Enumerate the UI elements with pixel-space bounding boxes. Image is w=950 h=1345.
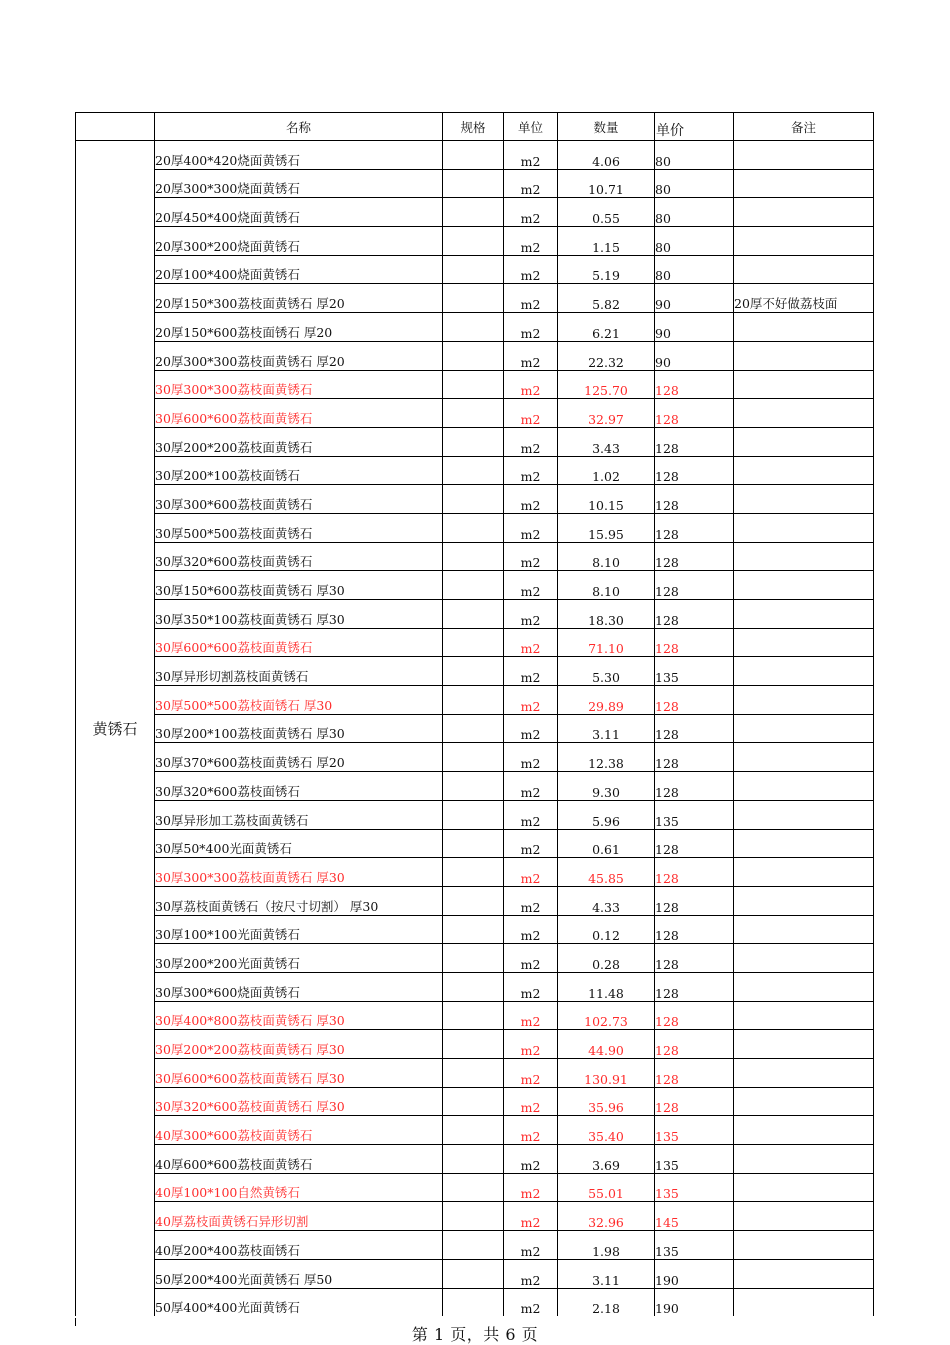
row-qty-cell: 10.15: [558, 485, 655, 514]
row-price-cell: 128: [655, 1001, 734, 1030]
row-qty-cell: 11.48: [558, 972, 655, 1001]
row-remark-cell: [734, 714, 874, 743]
row-name-cell: 30厚200*100荔枝面黄锈石 厚30: [155, 714, 443, 743]
row-remark-cell: [734, 1231, 874, 1260]
row-spec-cell: [443, 255, 504, 284]
table-row: [76, 571, 874, 600]
table-row: [76, 427, 874, 456]
table-row: [76, 255, 874, 284]
row-spec-cell: [443, 370, 504, 399]
row-spec-cell: [443, 858, 504, 887]
row-name-cell: 30厚300*300荔枝面黄锈石 厚30: [155, 858, 443, 887]
row-spec-cell: [443, 600, 504, 629]
table-body: [76, 113, 874, 1317]
row-name-cell: 20厚300*200烧面黄锈石: [155, 227, 443, 256]
row-qty-cell: 55.01: [558, 1173, 655, 1202]
row-price-cell: 80: [655, 198, 734, 227]
table-row: [76, 972, 874, 1001]
row-unit-cell: m2: [504, 485, 558, 514]
row-price-cell: 80: [655, 169, 734, 198]
row-remark-cell: [734, 513, 874, 542]
row-remark-cell: [734, 1059, 874, 1088]
row-price-cell: 90: [655, 341, 734, 370]
row-remark-cell: [734, 1145, 874, 1174]
table-row: [76, 772, 874, 801]
row-price-cell: 128: [655, 714, 734, 743]
row-qty-cell: 8.10: [558, 571, 655, 600]
row-unit-cell: m2: [504, 944, 558, 973]
row-remark-cell: [734, 399, 874, 428]
row-unit-cell: m2: [504, 1231, 558, 1260]
row-unit-cell: m2: [504, 743, 558, 772]
row-unit-cell: m2: [504, 227, 558, 256]
row-name-cell: 30厚500*500荔枝面锈石 厚30: [155, 686, 443, 715]
row-unit-cell: m2: [504, 427, 558, 456]
row-price-cell: 128: [655, 628, 734, 657]
row-spec-cell: [443, 1059, 504, 1088]
row-qty-cell: 9.30: [558, 772, 655, 801]
row-qty-cell: 6.21: [558, 313, 655, 342]
table-row: [76, 628, 874, 657]
row-unit-cell: m2: [504, 513, 558, 542]
row-qty-cell: 4.33: [558, 886, 655, 915]
row-spec-cell: [443, 1231, 504, 1260]
header-blank: [76, 113, 155, 141]
row-qty-cell: 35.96: [558, 1087, 655, 1116]
header-row: [76, 113, 874, 141]
row-qty-cell: 0.28: [558, 944, 655, 973]
row-price-cell: 128: [655, 886, 734, 915]
row-price-cell: 145: [655, 1202, 734, 1231]
table-row: [76, 1173, 874, 1202]
row-spec-cell: [443, 714, 504, 743]
row-qty-cell: 0.61: [558, 829, 655, 858]
row-price-cell: 128: [655, 600, 734, 629]
row-price-cell: 128: [655, 686, 734, 715]
row-spec-cell: [443, 944, 504, 973]
row-unit-cell: m2: [504, 1288, 558, 1316]
page-footer: 第 1 页，共 6 页: [411, 1325, 539, 1344]
row-remark-cell: [734, 571, 874, 600]
row-price-cell: 128: [655, 1059, 734, 1088]
header-name: 名称: [155, 113, 443, 141]
row-qty-cell: 29.89: [558, 686, 655, 715]
header-spec: 规格: [443, 113, 504, 141]
table-row: [76, 886, 874, 915]
row-name-cell: 30厚200*200光面黄锈石: [155, 944, 443, 973]
row-price-cell: 128: [655, 772, 734, 801]
row-remark-cell: [734, 915, 874, 944]
row-name-cell: 20厚300*300荔枝面黄锈石 厚20: [155, 341, 443, 370]
table-row: [76, 227, 874, 256]
row-price-cell: 80: [655, 255, 734, 284]
row-price-cell: 128: [655, 944, 734, 973]
row-qty-cell: 5.19: [558, 255, 655, 284]
row-name-cell: 30厚异形加工荔枝面黄锈石: [155, 800, 443, 829]
row-price-cell: 135: [655, 800, 734, 829]
row-qty-cell: 102.73: [558, 1001, 655, 1030]
table-row: [76, 1059, 874, 1088]
row-price-cell: 128: [655, 858, 734, 887]
row-spec-cell: [443, 1116, 504, 1145]
row-remark-cell: [734, 628, 874, 657]
row-remark-cell: [734, 886, 874, 915]
row-remark-cell: [734, 829, 874, 858]
row-name-cell: 30厚荔枝面黄锈石（按尺寸切割） 厚30: [155, 886, 443, 915]
row-remark-cell: [734, 485, 874, 514]
row-price-cell: 128: [655, 571, 734, 600]
row-qty-cell: 130.91: [558, 1059, 655, 1088]
row-price-cell: 128: [655, 542, 734, 571]
row-spec-cell: [443, 628, 504, 657]
table-row: [76, 600, 874, 629]
row-unit-cell: m2: [504, 714, 558, 743]
row-name-cell: 30厚350*100荔枝面黄锈石 厚30: [155, 600, 443, 629]
row-qty-cell: 8.10: [558, 542, 655, 571]
row-name-cell: 30厚500*500荔枝面黄锈石: [155, 513, 443, 542]
row-qty-cell: 1.15: [558, 227, 655, 256]
row-price-cell: 128: [655, 427, 734, 456]
row-remark-cell: [734, 1173, 874, 1202]
row-name-cell: 20厚450*400烧面黄锈石: [155, 198, 443, 227]
row-qty-cell: 4.06: [558, 141, 655, 170]
row-price-cell: 135: [655, 1116, 734, 1145]
row-remark-cell: [734, 1116, 874, 1145]
table-row: [76, 141, 874, 170]
row-remark-cell: [734, 198, 874, 227]
header-unit: 单位: [504, 113, 558, 141]
row-price-cell: 128: [655, 972, 734, 1001]
row-name-cell: 30厚100*100光面黄锈石: [155, 915, 443, 944]
header-price: 单价: [655, 113, 734, 141]
row-unit-cell: m2: [504, 1202, 558, 1231]
row-remark-cell: [734, 341, 874, 370]
row-unit-cell: m2: [504, 169, 558, 198]
row-remark-cell: [734, 600, 874, 629]
table-row: [76, 1001, 874, 1030]
row-unit-cell: m2: [504, 886, 558, 915]
row-remark-cell: [734, 1030, 874, 1059]
category-cell: 黄锈石: [76, 141, 155, 1317]
table-row: [76, 829, 874, 858]
row-spec-cell: [443, 427, 504, 456]
row-price-cell: 128: [655, 456, 734, 485]
row-remark-cell: [734, 1288, 874, 1316]
table-row: [76, 169, 874, 198]
row-unit-cell: m2: [504, 571, 558, 600]
row-spec-cell: [443, 915, 504, 944]
row-qty-cell: 0.12: [558, 915, 655, 944]
row-name-cell: 30厚320*600荔枝面锈石: [155, 772, 443, 801]
row-remark-cell: [734, 169, 874, 198]
row-price-cell: 80: [655, 227, 734, 256]
row-unit-cell: m2: [504, 972, 558, 1001]
row-spec-cell: [443, 1030, 504, 1059]
row-name-cell: 30厚200*200荔枝面黄锈石 厚30: [155, 1030, 443, 1059]
row-remark-cell: [734, 858, 874, 887]
row-unit-cell: m2: [504, 657, 558, 686]
table-row: [76, 1030, 874, 1059]
row-unit-cell: m2: [504, 1173, 558, 1202]
table-row: [76, 341, 874, 370]
table-row: [76, 686, 874, 715]
row-qty-cell: 3.69: [558, 1145, 655, 1174]
row-unit-cell: m2: [504, 1259, 558, 1288]
table-row: [76, 657, 874, 686]
row-spec-cell: [443, 1145, 504, 1174]
row-unit-cell: m2: [504, 686, 558, 715]
row-unit-cell: m2: [504, 255, 558, 284]
table-row: [76, 1087, 874, 1116]
row-spec-cell: [443, 313, 504, 342]
table-row: [76, 284, 874, 313]
row-qty-cell: 44.90: [558, 1030, 655, 1059]
row-spec-cell: [443, 456, 504, 485]
row-price-cell: 128: [655, 485, 734, 514]
row-name-cell: 40厚200*400荔枝面锈石: [155, 1231, 443, 1260]
row-remark-cell: [734, 944, 874, 973]
row-price-cell: 90: [655, 313, 734, 342]
row-name-cell: 30厚150*600荔枝面黄锈石 厚30: [155, 571, 443, 600]
row-remark-cell: 20厚不好做荔枝面: [734, 284, 874, 313]
row-remark-cell: [734, 141, 874, 170]
row-name-cell: 40厚300*600荔枝面黄锈石: [155, 1116, 443, 1145]
row-qty-cell: 71.10: [558, 628, 655, 657]
row-name-cell: 30厚50*400光面黄锈石: [155, 829, 443, 858]
row-spec-cell: [443, 800, 504, 829]
table-row: [76, 1259, 874, 1288]
row-spec-cell: [443, 227, 504, 256]
row-unit-cell: m2: [504, 1030, 558, 1059]
row-remark-cell: [734, 370, 874, 399]
row-unit-cell: m2: [504, 800, 558, 829]
header-remark: 备注: [734, 113, 874, 141]
row-price-cell: 128: [655, 915, 734, 944]
row-price-cell: 135: [655, 657, 734, 686]
row-price-cell: 135: [655, 1173, 734, 1202]
row-name-cell: 40厚100*100自然黄锈石: [155, 1173, 443, 1202]
table-row: [76, 743, 874, 772]
table-row: [76, 1116, 874, 1145]
row-qty-cell: 18.30: [558, 600, 655, 629]
row-name-cell: 30厚300*300荔枝面黄锈石: [155, 370, 443, 399]
row-qty-cell: 125.70: [558, 370, 655, 399]
row-name-cell: 30厚600*600荔枝面黄锈石: [155, 628, 443, 657]
row-spec-cell: [443, 1288, 504, 1316]
table-row: [76, 714, 874, 743]
row-price-cell: 128: [655, 370, 734, 399]
row-qty-cell: 5.30: [558, 657, 655, 686]
table-row: [76, 858, 874, 887]
table-row: [76, 198, 874, 227]
row-unit-cell: m2: [504, 284, 558, 313]
table-row: [76, 456, 874, 485]
table-row: [76, 800, 874, 829]
row-qty-cell: 5.96: [558, 800, 655, 829]
row-spec-cell: [443, 657, 504, 686]
row-qty-cell: 10.71: [558, 169, 655, 198]
row-price-cell: 80: [655, 141, 734, 170]
row-unit-cell: m2: [504, 772, 558, 801]
row-qty-cell: 22.32: [558, 341, 655, 370]
table-row: [76, 370, 874, 399]
row-price-cell: 190: [655, 1259, 734, 1288]
row-spec-cell: [443, 1259, 504, 1288]
row-name-cell: 30厚400*800荔枝面黄锈石 厚30: [155, 1001, 443, 1030]
row-remark-cell: [734, 972, 874, 1001]
row-remark-cell: [734, 1202, 874, 1231]
row-name-cell: 30厚异形切割荔枝面黄锈石: [155, 657, 443, 686]
table-row: [76, 313, 874, 342]
row-spec-cell: [443, 686, 504, 715]
table-row: [76, 542, 874, 571]
row-qty-cell: 32.97: [558, 399, 655, 428]
row-unit-cell: m2: [504, 600, 558, 629]
row-qty-cell: 12.38: [558, 743, 655, 772]
row-name-cell: 50厚400*400光面黄锈石: [155, 1288, 443, 1316]
table-row: [76, 944, 874, 973]
row-unit-cell: m2: [504, 198, 558, 227]
row-qty-cell: 35.40: [558, 1116, 655, 1145]
row-unit-cell: m2: [504, 1059, 558, 1088]
table-row: [76, 485, 874, 514]
row-name-cell: 30厚200*200荔枝面黄锈石: [155, 427, 443, 456]
row-spec-cell: [443, 485, 504, 514]
row-unit-cell: m2: [504, 1145, 558, 1174]
row-name-cell: 30厚600*600荔枝面黄锈石: [155, 399, 443, 428]
row-qty-cell: 15.95: [558, 513, 655, 542]
row-price-cell: 135: [655, 1231, 734, 1260]
row-price-cell: 128: [655, 743, 734, 772]
row-qty-cell: 3.11: [558, 1259, 655, 1288]
row-name-cell: 20厚150*300荔枝面黄锈石 厚20: [155, 284, 443, 313]
row-name-cell: 30厚320*600荔枝面黄锈石: [155, 542, 443, 571]
row-name-cell: 30厚320*600荔枝面黄锈石 厚30: [155, 1087, 443, 1116]
row-spec-cell: [443, 141, 504, 170]
row-price-cell: 90: [655, 284, 734, 313]
row-remark-cell: [734, 456, 874, 485]
row-spec-cell: [443, 571, 504, 600]
row-remark-cell: [734, 542, 874, 571]
row-unit-cell: m2: [504, 829, 558, 858]
row-spec-cell: [443, 972, 504, 1001]
header-qty: 数量: [558, 113, 655, 141]
row-spec-cell: [443, 1001, 504, 1030]
row-spec-cell: [443, 513, 504, 542]
row-unit-cell: m2: [504, 628, 558, 657]
row-spec-cell: [443, 1173, 504, 1202]
row-spec-cell: [443, 829, 504, 858]
row-name-cell: 30厚300*600烧面黄锈石: [155, 972, 443, 1001]
row-remark-cell: [734, 743, 874, 772]
row-price-cell: 190: [655, 1288, 734, 1316]
row-remark-cell: [734, 313, 874, 342]
row-remark-cell: [734, 227, 874, 256]
row-unit-cell: m2: [504, 1087, 558, 1116]
table-row: [76, 1145, 874, 1174]
row-unit-cell: m2: [504, 399, 558, 428]
row-remark-cell: [734, 686, 874, 715]
row-remark-cell: [734, 255, 874, 284]
row-unit-cell: m2: [504, 542, 558, 571]
row-spec-cell: [443, 886, 504, 915]
table-row: [76, 915, 874, 944]
row-name-cell: 30厚300*600荔枝面黄锈石: [155, 485, 443, 514]
table-row: [76, 399, 874, 428]
row-remark-cell: [734, 1087, 874, 1116]
row-name-cell: 30厚370*600荔枝面黄锈石 厚20: [155, 743, 443, 772]
row-qty-cell: 0.55: [558, 198, 655, 227]
row-qty-cell: 3.11: [558, 714, 655, 743]
row-name-cell: 50厚200*400光面黄锈石 厚50: [155, 1259, 443, 1288]
row-spec-cell: [443, 198, 504, 227]
materials-table: [75, 112, 874, 1316]
row-remark-cell: [734, 1001, 874, 1030]
row-name-cell: 30厚600*600荔枝面黄锈石 厚30: [155, 1059, 443, 1088]
row-unit-cell: m2: [504, 915, 558, 944]
row-name-cell: 20厚300*300烧面黄锈石: [155, 169, 443, 198]
row-remark-cell: [734, 657, 874, 686]
row-qty-cell: 2.18: [558, 1288, 655, 1316]
row-unit-cell: m2: [504, 456, 558, 485]
table-row: [76, 1202, 874, 1231]
row-name-cell: 20厚150*600荔枝面锈石 厚20: [155, 313, 443, 342]
row-spec-cell: [443, 284, 504, 313]
row-remark-cell: [734, 772, 874, 801]
row-name-cell: 30厚200*100荔枝面锈石: [155, 456, 443, 485]
table-row: [76, 513, 874, 542]
row-spec-cell: [443, 772, 504, 801]
row-name-cell: 40厚600*600荔枝面黄锈石: [155, 1145, 443, 1174]
row-remark-cell: [734, 427, 874, 456]
row-name-cell: 40厚荔枝面黄锈石异形切割: [155, 1202, 443, 1231]
row-unit-cell: m2: [504, 370, 558, 399]
row-unit-cell: m2: [504, 1001, 558, 1030]
row-name-cell: 20厚400*420烧面黄锈石: [155, 141, 443, 170]
row-qty-cell: 5.82: [558, 284, 655, 313]
row-qty-cell: 1.02: [558, 456, 655, 485]
row-unit-cell: m2: [504, 141, 558, 170]
row-remark-cell: [734, 800, 874, 829]
row-price-cell: 128: [655, 1087, 734, 1116]
row-spec-cell: [443, 1202, 504, 1231]
row-qty-cell: 45.85: [558, 858, 655, 887]
row-price-cell: 135: [655, 1145, 734, 1174]
row-unit-cell: m2: [504, 341, 558, 370]
row-remark-cell: [734, 1259, 874, 1288]
row-spec-cell: [443, 169, 504, 198]
row-spec-cell: [443, 399, 504, 428]
row-qty-cell: 3.43: [558, 427, 655, 456]
row-spec-cell: [443, 341, 504, 370]
row-price-cell: 128: [655, 513, 734, 542]
row-price-cell: 128: [655, 1030, 734, 1059]
row-spec-cell: [443, 542, 504, 571]
row-price-cell: 128: [655, 829, 734, 858]
row-name-cell: 20厚100*400烧面黄锈石: [155, 255, 443, 284]
table-row: [76, 1288, 874, 1316]
row-unit-cell: m2: [504, 313, 558, 342]
row-spec-cell: [443, 1087, 504, 1116]
table-row: [76, 1231, 874, 1260]
row-qty-cell: 32.96: [558, 1202, 655, 1231]
row-unit-cell: m2: [504, 1116, 558, 1145]
row-unit-cell: m2: [504, 858, 558, 887]
row-spec-cell: [443, 743, 504, 772]
row-price-cell: 128: [655, 399, 734, 428]
row-qty-cell: 1.98: [558, 1231, 655, 1260]
